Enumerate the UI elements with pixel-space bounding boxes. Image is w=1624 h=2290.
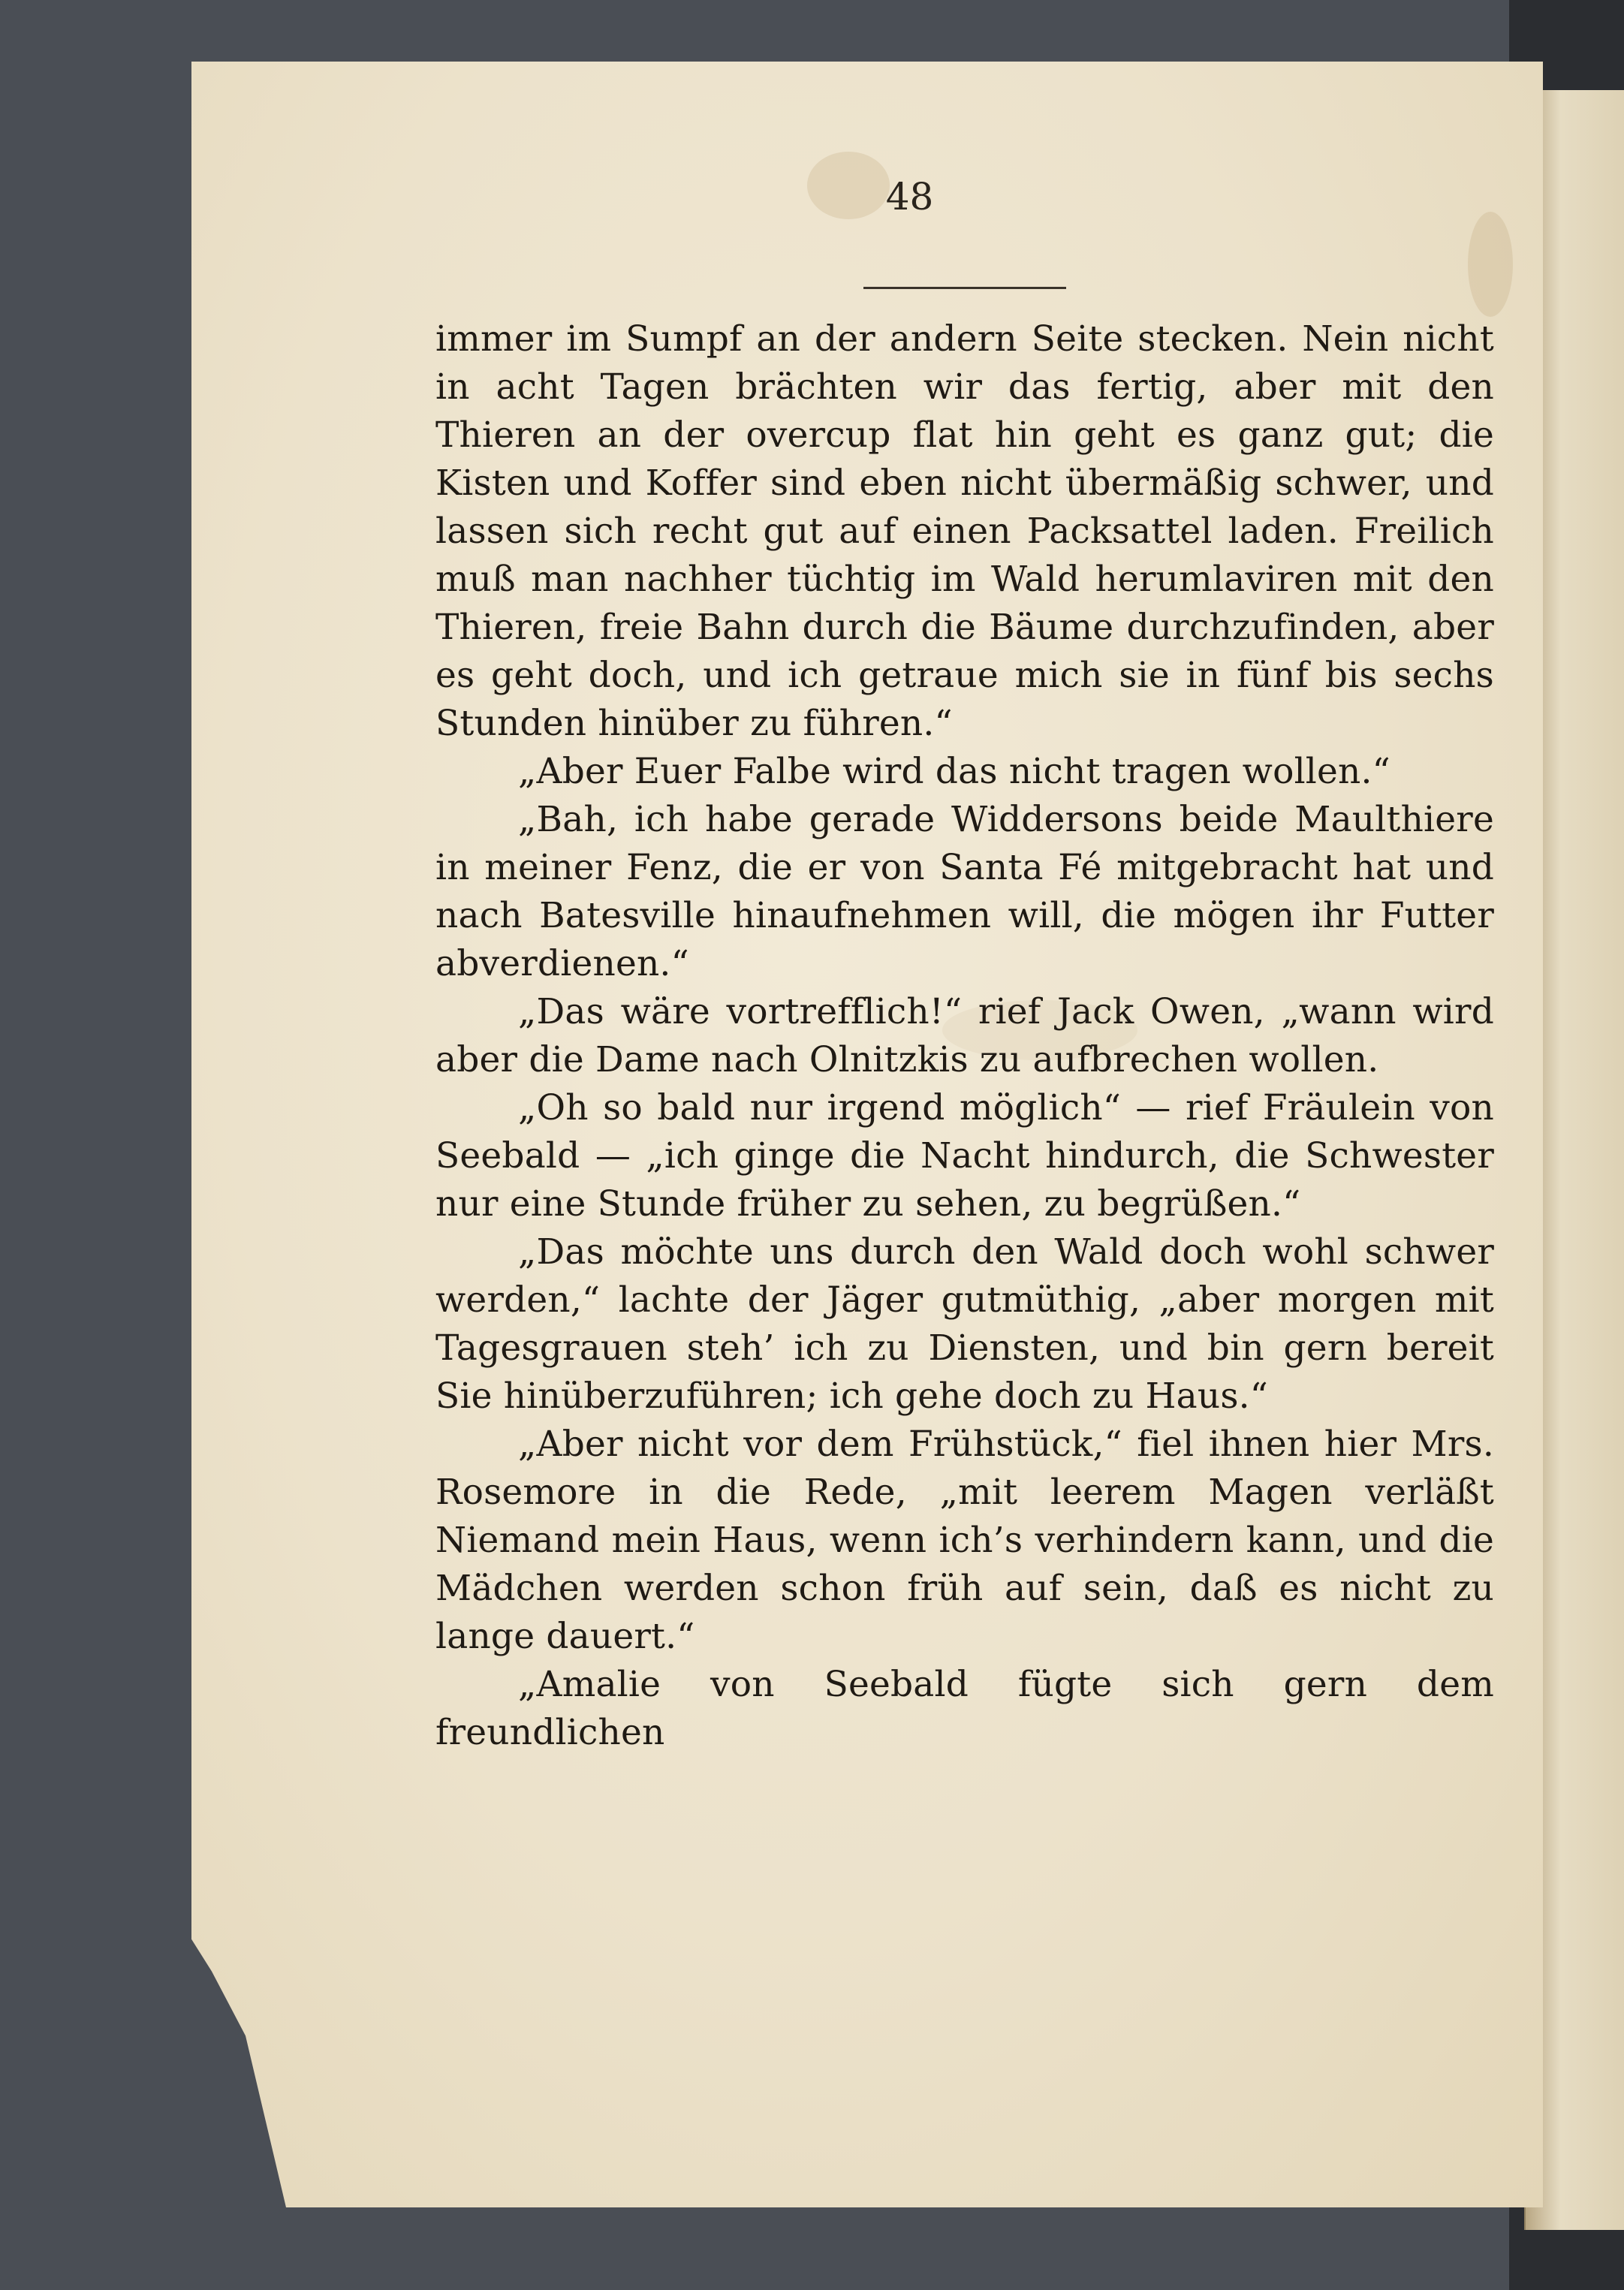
paragraph: „Oh so bald nur irgend möglich“ — rief Fräulein von Seebald — „ich ginge die Nacht hindurch, die Schwester nur eine Stunde früher zu sehen, zu begrüßen.“ xyxy=(435,1087,1494,1225)
page-number-rule xyxy=(863,287,1066,289)
paragraph: „Aber nicht vor dem Frühstück,“ fiel ihnen hier Mrs. Rosemore in die Rede, „mit leerem Magen verläßt Niemand mein Haus, wenn ich’s verhindern kann, und die Mädchen werden schon früh auf sein, daß es nicht zu lange dauert.“ xyxy=(435,1424,1494,1657)
paper-stain xyxy=(1468,212,1513,317)
paragraph: immer im Sumpf an der andern Seite stecken. Nein nicht in acht Tagen brächten wir das fertig, aber mit den Thieren an der overcup flat hin geht es ganz gut; die Kisten und Koffer sind eben nicht übermäßig schwer, und lassen sich recht gut auf einen Packsattel laden. Freilich muß man nachher tüchtig im Wald herumlaviren mit den Thieren, freie Bahn durch die Bäume durchzufinden, aber es geht doch, und ich getraue mich sie in fünf bis sechs Stunden hinüber zu führen.“ xyxy=(435,318,1494,744)
page-text xyxy=(435,315,1494,1757)
paragraph: „Das möchte uns durch den Wald doch wohl schwer werden,“ lachte der Jäger gutmüthig, „aber morgen mit Tagesgrauen steh’ ich zu Diensten, und bin gern bereit Sie hinüberzuführen; ich gehe doch zu Haus.“ xyxy=(435,1231,1494,1417)
paragraph: „Amalie von Seebald fügte sich gern dem freundlichen xyxy=(435,1664,1494,1753)
paragraph: „Bah, ich habe gerade Widdersons beide Maulthiere in meiner Fenz, die er von Santa Fé mitgebracht hat und nach Batesville hinaufnehmen will, die mögen ihr Futter abverdienen.“ xyxy=(435,799,1494,984)
page-number: 48 xyxy=(885,175,934,218)
paragraph: „Aber Euer Falbe wird das nicht tragen wollen.“ xyxy=(518,751,1390,792)
paragraph: „Das wäre vortrefflich!“ rief Jack Owen, „wann wird aber die Dame nach Olnitzkis zu aufbrechen wollen. xyxy=(435,991,1494,1080)
